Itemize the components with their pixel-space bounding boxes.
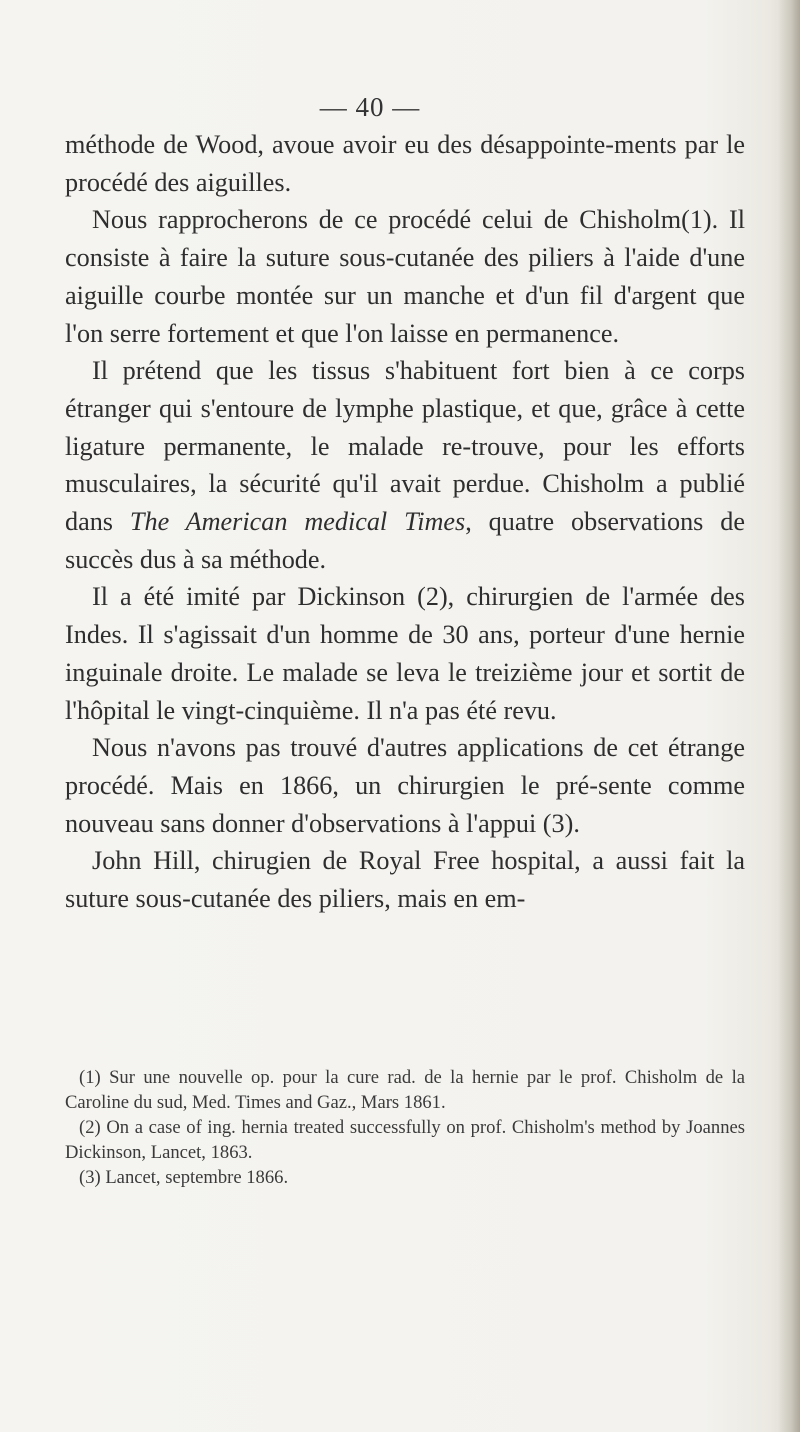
paragraph-5: Nous n'avons pas trouvé d'autres applications de cet étrange procédé. Mais en 1866, un chirurgien le pré-sente comme nouveau sans donner d'observations à l'appui (3).: [65, 733, 745, 838]
paragraph-6: John Hill, chirugien de Royal Free hospital, a aussi fait la suture sous-cutanée des piliers, mais en em-: [65, 846, 745, 914]
paragraph-3: [65, 352, 745, 578]
footnote-1: (1) Sur une nouvelle op. pour la cure rad. de la hernie par le prof. Chisholm de la Caroline du sud, Med. Times and Gaz., Mars 1861.: [65, 1067, 745, 1113]
paragraph-3-text-b: , quatre observations de succès dus à sa méthode.: [65, 507, 745, 574]
paragraph-4: Il a été imité par Dickinson (2), chirurgien de l'armée des Indes. Il s'agissait d'un homme de 30 ans, porteur d'une hernie inguinale droite. Le malade se leva le treizième jour et sortit de l'hôpital le vingt-cinquième. Il n'a pas été revu.: [65, 582, 745, 725]
footnotes: [65, 1065, 745, 1190]
journal-title: The American medical Times: [129, 507, 466, 537]
paragraph-3-text-a: Il prétend que les tissus s'habituent fort bien à ce corps étranger qui s'entoure de lymphe plastique, et que, grâce à cette ligature permanente, le malade re-trouve, pour les efforts musculaires, la sécurité qu'il avait perdue. Chisholm a publié dans: [65, 356, 745, 537]
footnote-2: (2) On a case of ing. hernia treated successfully on prof. Chisholm's method by Joannes Dickinson, Lancet, 1863.: [65, 1117, 745, 1163]
page-number: — 40 —: [319, 92, 421, 122]
body-text: [65, 126, 745, 918]
paragraph-1: méthode de Wood, avoue avoir eu des désappointe-ments par le procédé des aiguilles.: [65, 130, 745, 197]
paragraph-2: Nous rapprocherons de ce procédé celui de Chisholm(1). Il consiste à faire la suture sous-cutanée des piliers à l'aide d'une aiguille courbe montée sur un manche et d'un fil d'argent que l'on serre fortement et que l'on laisse en permanence.: [65, 205, 745, 348]
page-edge-shadow: [778, 0, 800, 1432]
footnote-3: (3) Lancet, septembre 1866.: [79, 1167, 289, 1188]
